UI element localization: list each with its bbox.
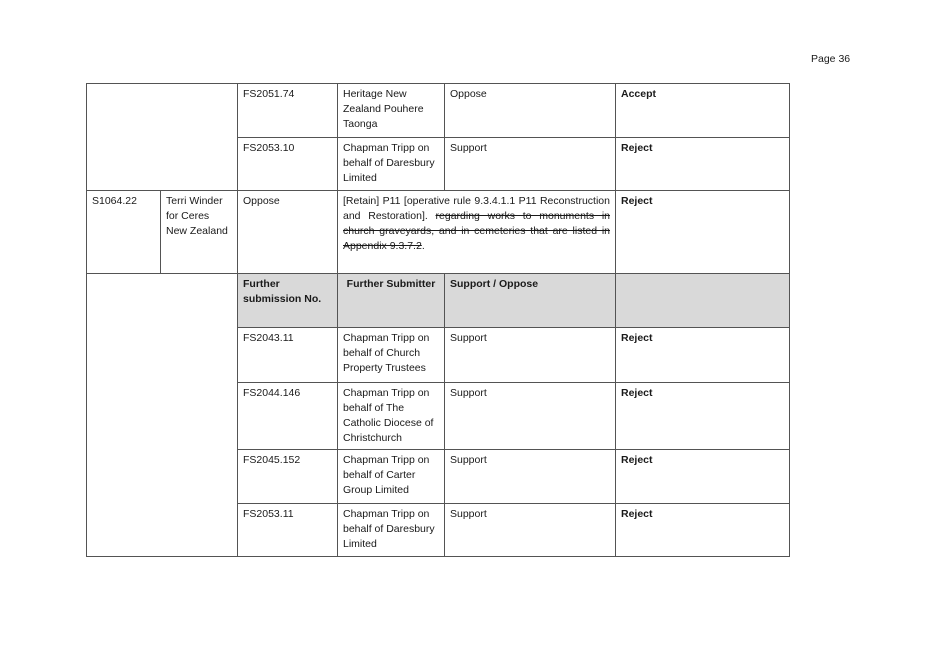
support-oppose-cell: Oppose	[445, 84, 616, 138]
support-oppose-cell: Support	[445, 328, 616, 383]
decision-cell: Reject	[616, 450, 790, 504]
empty-cell	[87, 84, 238, 191]
support-oppose-cell: Support	[445, 450, 616, 504]
empty-cell	[87, 274, 238, 557]
further-submitter-cell: Chapman Tripp on behalf of The Catholic Diocese of Christchurch	[338, 383, 445, 450]
submitter-cell: Terri Winder for Ceres New Zealand	[161, 191, 238, 274]
further-submitter-cell: Chapman Tripp on behalf of Carter Group Limited	[338, 450, 445, 504]
header-decision-empty	[616, 274, 790, 328]
further-submitter-cell: Chapman Tripp on behalf of Church Property Trustees	[338, 328, 445, 383]
decision-cell: Reject	[616, 504, 790, 557]
further-submissions-header-row	[87, 274, 790, 328]
submission-number-cell: S1064.22	[87, 191, 161, 274]
header-further-submitter: Further Submitter	[338, 274, 445, 328]
further-submitter-cell: Chapman Tripp on behalf of Daresbury Limited	[338, 138, 445, 191]
further-submitter-cell: Chapman Tripp on behalf of Daresbury Limited	[338, 504, 445, 557]
relief-tail-text: .	[421, 240, 425, 252]
page-number: Page 36	[811, 53, 851, 65]
fs-number-cell: FS2053.11	[238, 504, 338, 557]
decision-cell: Reject	[616, 383, 790, 450]
decision-cell: Reject	[616, 328, 790, 383]
decision-cell: Reject	[616, 191, 790, 274]
fs-number-cell: FS2045.152	[238, 450, 338, 504]
further-submitter-cell: Heritage New Zealand Pouhere Taonga	[338, 84, 445, 138]
decision-cell: Reject	[616, 138, 790, 191]
support-oppose-cell: Oppose	[238, 191, 338, 274]
fs-number-cell: FS2051.74	[238, 84, 338, 138]
header-further-submission-no: Further submission No.	[238, 274, 338, 328]
support-oppose-cell: Support	[445, 504, 616, 557]
fs-number-cell: FS2043.11	[238, 328, 338, 383]
relief-struck-text: regarding works to monuments in church graveyards, and in cemeteries that are listed in Appendix 9.3.7.2	[343, 210, 610, 252]
table-row	[87, 191, 790, 274]
fs-number-cell: FS2044.146	[238, 383, 338, 450]
fs-number-cell: FS2053.10	[238, 138, 338, 191]
relief-text: [Retain] P11 [operative rule 9.3.4.1.1 P11 Reconstruction and Restoration].	[343, 195, 610, 222]
submissions-table	[86, 83, 790, 557]
decision-cell: Accept	[616, 84, 790, 138]
header-support-oppose: Support / Oppose	[445, 274, 616, 328]
relief-sought-cell	[338, 191, 616, 274]
support-oppose-cell: Support	[445, 383, 616, 450]
support-oppose-cell: Support	[445, 138, 616, 191]
table-row	[87, 84, 790, 138]
